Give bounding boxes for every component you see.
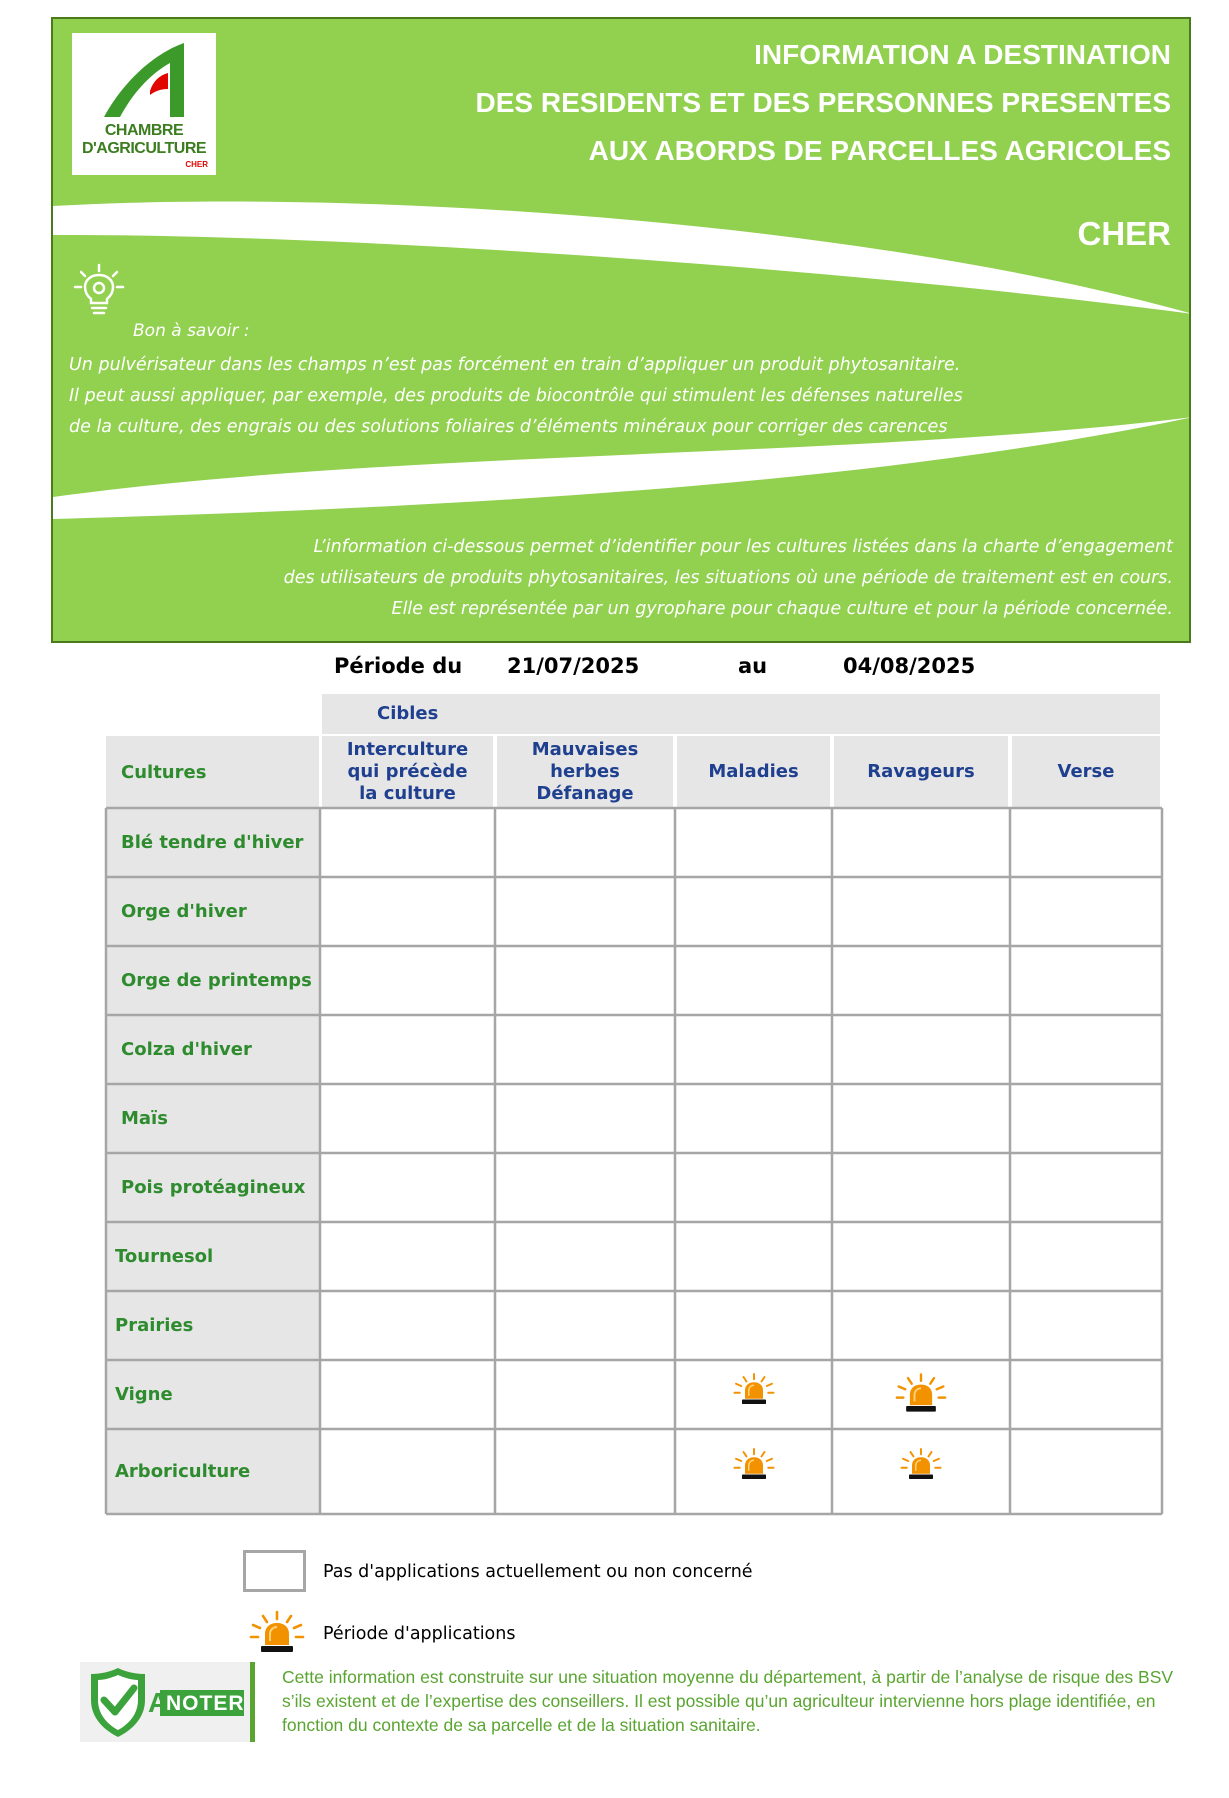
information-line: des utilisateurs de produits phytosanitaires, les situations où une période de traitement est en cours. — [283, 568, 1173, 588]
legend-none-text: Pas d'applications actuellement ou non concerné — [323, 1562, 753, 1582]
a-noter-badge-text: NOTER — [166, 1692, 245, 1715]
column-header-line: Interculture — [346, 739, 469, 760]
good-to-know-line: Il peut aussi appliquer, par exemple, des produits de biocontrôle qui stimulent les défenses naturelles — [69, 386, 963, 406]
logo-text-line3: CHER — [185, 160, 208, 169]
culture-label: Arboriculture — [106, 1430, 319, 1513]
logo-text-line2: D'AGRICULTURE — [81, 140, 207, 157]
a-noter-badge-first-letter: A — [148, 1687, 169, 1718]
beacon-icon — [895, 1372, 947, 1418]
culture-label: Maïs — [106, 1085, 319, 1152]
information-line: L’information ci-dessous permet d’identifier pour les cultures listées dans la charte d’engagement — [313, 537, 1173, 557]
culture-label: Tournesol — [106, 1223, 319, 1290]
good-to-know-line: Un pulvérisateur dans les champs n’est pas forcément en train d’appliquer un produit phytosanitaire. — [69, 355, 961, 375]
column-header-line: Maladies — [708, 761, 799, 782]
period-label: Période du — [334, 654, 463, 678]
period-start-date: 21/07/2025 — [507, 654, 640, 678]
banner-title-line: DES RESIDENTS ET DES PERSONNES PRESENTES — [475, 87, 1171, 118]
culture-label: Pois protéagineux — [106, 1154, 319, 1221]
beacon-icon — [733, 1372, 775, 1410]
logo-text-line1: CHAMBRE — [104, 122, 184, 139]
period-separator: au — [738, 654, 768, 678]
information-line: Elle est représentée par un gyrophare pour chaque culture et pour la période concernée. — [391, 599, 1173, 619]
note-text: Cette information est construite sur une situation moyenne du département, à partir de l’analyse de risque des BSV s’ils existent et de l’expertise des conseillers. Il est possible qu’un agriculteur intervienne hors plage identifiée, en fonction du contexte de sa parcelle et de la situation sanitaire. — [282, 1667, 1174, 1735]
cibles-label: Cibles — [377, 703, 439, 724]
beacon-icon — [900, 1447, 942, 1485]
column-header-line: qui précède — [347, 761, 468, 782]
culture-label: Vigne — [106, 1361, 319, 1428]
banner-title-line: AUX ABORDS DE PARCELLES AGRICOLES — [588, 135, 1171, 166]
column-header-line: Défanage — [536, 783, 634, 804]
good-to-know-line: de la culture, des engrais ou des solutions foliaires d’éléments minéraux pour corriger des carences — [69, 417, 948, 437]
note-divider — [250, 1662, 255, 1742]
department-name: CHER — [1077, 215, 1171, 252]
culture-label: Orge d'hiver — [106, 878, 319, 945]
legend-empty-box — [243, 1550, 306, 1592]
legend-active-text: Période d'applications — [323, 1624, 516, 1644]
culture-label: Colza d'hiver — [106, 1016, 319, 1083]
a-noter-badge — [80, 1662, 250, 1742]
column-header-line: Ravageurs — [867, 761, 975, 782]
culture-label: Prairies — [106, 1292, 319, 1359]
good-to-know-label: Bon à savoir : — [133, 321, 250, 341]
culture-label: Blé tendre d'hiver — [106, 809, 319, 876]
cultures-column-header: Cultures — [106, 736, 319, 808]
column-header-line: herbes — [550, 761, 620, 782]
culture-label: Orge de printemps — [106, 947, 319, 1014]
column-header-line: Mauvaises — [531, 739, 639, 760]
column-header-line: la culture — [359, 783, 456, 804]
banner-title-line: INFORMATION A DESTINATION — [754, 39, 1171, 70]
beacon-icon — [733, 1447, 775, 1485]
period-end-date: 04/08/2025 — [843, 654, 976, 678]
legend-beacon-icon — [249, 1610, 305, 1654]
column-header-line: Verse — [1057, 761, 1115, 782]
